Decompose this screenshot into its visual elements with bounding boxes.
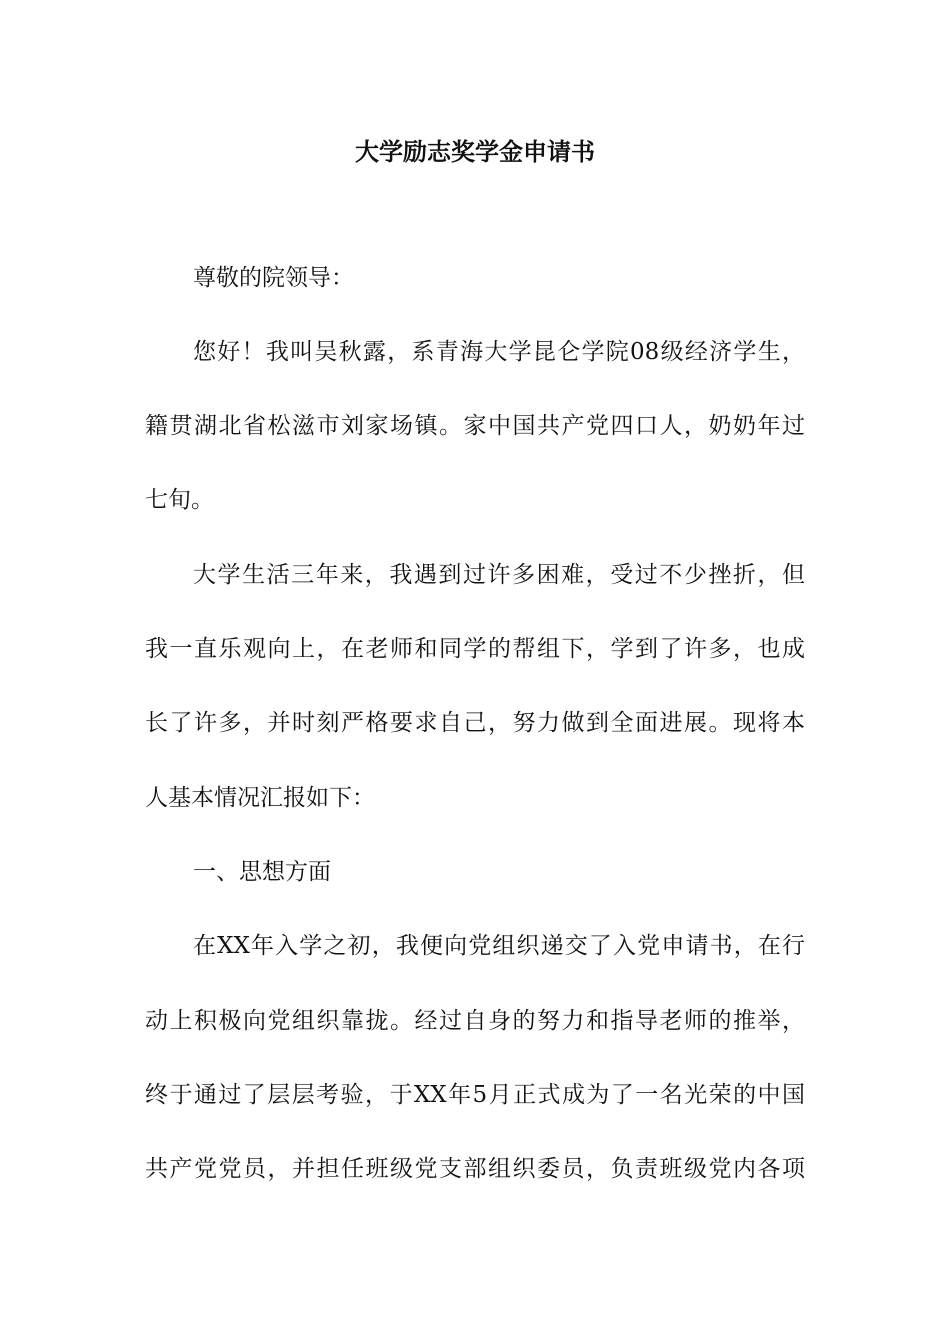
paragraph-line: 在XX年入学之初，我便向党组织递交了入党申请书，在行 [193, 933, 805, 959]
paragraph-line: 人基本情况汇报如下： [145, 785, 375, 811]
paragraph-line: 籍贯湖北省松滋市刘家场镇。家中国共产党四口人，奶奶年过 [145, 413, 805, 439]
paragraph-line: 大学生活三年来，我遇到过许多困难，受过不少挫折，但 [193, 562, 805, 588]
paragraph-line: 我一直乐观向上，在老师和同学的帮组下，学到了许多，也成 [145, 636, 805, 662]
salutation: 尊敬的院领导： [193, 265, 354, 291]
paragraph-line: 长了许多，并时刻严格要求自己，努力做到全面进展。现将本 [145, 710, 805, 736]
paragraph-line: 七旬。 [145, 487, 214, 513]
paragraph-line: 动上积极向党组织靠拢。经过自身的努力和指导老师的推举， [145, 1008, 805, 1034]
section-heading: 一、思想方面 [193, 859, 331, 885]
paragraph-line: 终于通过了层层考验，于XX年5月正式成为了一名光荣的中国 [145, 1082, 805, 1108]
document-title: 大学励志奖学金申请书 [355, 137, 595, 166]
paragraph-line: 共产党党员，并担任班级党支部组织委员，负责班级党内各项 [145, 1156, 805, 1182]
paragraph-line: 您好！我叫吴秋露，系青海大学昆仑学院08级经济学生， [193, 339, 805, 365]
